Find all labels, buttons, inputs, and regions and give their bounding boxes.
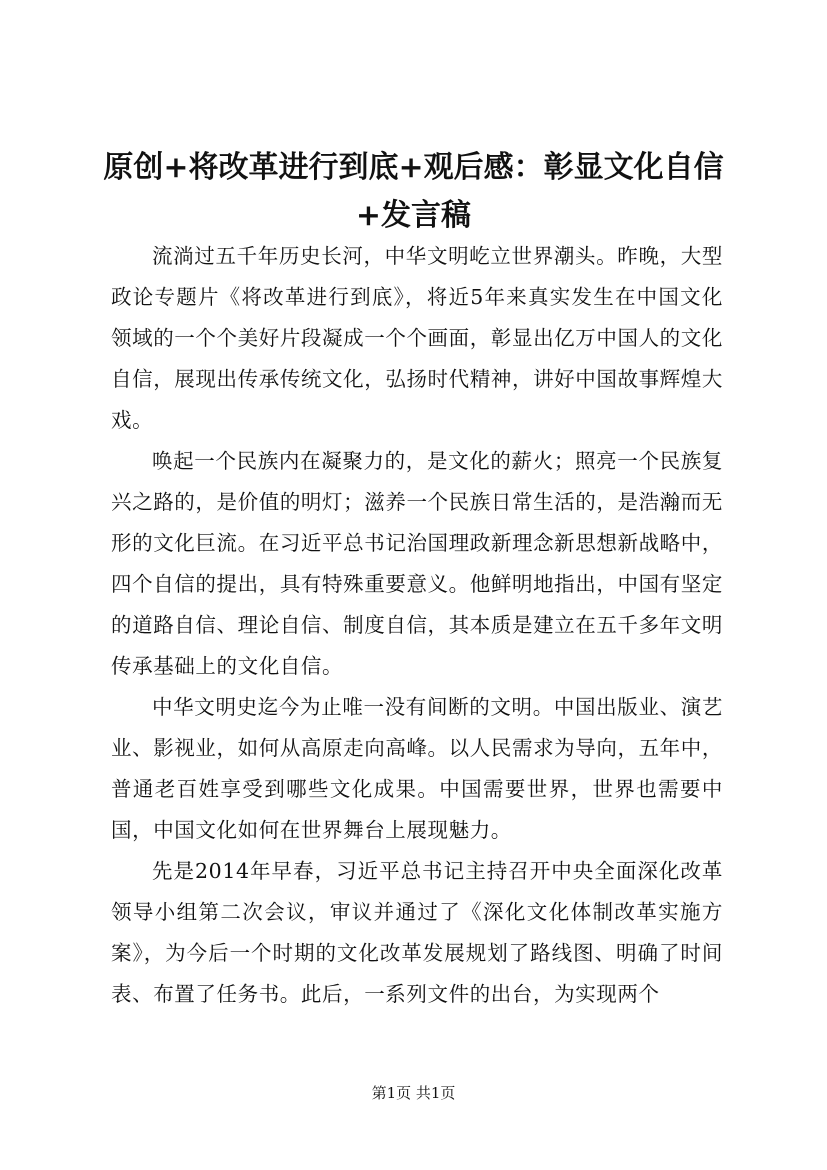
- page-footer: [0, 1083, 827, 1103]
- paragraph: 流淌过五千年历史长河，中华文明屹立世界潮头。昨晚，大型政论专题片《将改革进行到底》，将近5年来真实发生在中国文化领域的一个个美好片段凝成一个个画面，彰显出亿万中国人的文化自信，展现出传承传统文化，弘扬时代精神，讲好中国故事辉煌大戏。: [111, 244, 723, 432]
- paragraph: 唤起一个民族内在凝聚力的，是文化的薪火；照亮一个民族复兴之路的，是价值的明灯；滋养一个民族日常生活的，是浩瀚而无形的文化巨流。在习近平总书记治国理政新理念新思想新战略中，四个自信的提出，具有特殊重要意义。他鲜明地指出，中国有坚定的道路自信、理论自信、制度自信，其本质是建立在五千多年文明传承基础上的文化自信。: [111, 449, 723, 678]
- paragraph: 先是2014年早春，习近平总书记主持召开中央全面深化改革领导小组第二次会议，审议并通过了《深化文化体制改革实施方案》，为今后一个时期的文化改革发展规划了路线图、明确了时间表、布置了任务书。此后，一系列文件的出台，为实现两个: [111, 859, 723, 1006]
- page-number-label: 第1页 共1页: [371, 1084, 456, 1102]
- document-body: [111, 236, 723, 1015]
- document-title: 原创+将改革进行到底+观后感：彰显文化自信+发言稿: [103, 150, 724, 233]
- paragraph: 中华文明史迄今为止唯一没有间断的文明。中国出版业、演艺业、影视业，如何从高原走向高峰。以人民需求为导向，五年中，普通老百姓享受到哪些文化成果。中国需要世界，世界也需要中国，中国文化如何在世界舞台上展现魅力。: [111, 695, 723, 842]
